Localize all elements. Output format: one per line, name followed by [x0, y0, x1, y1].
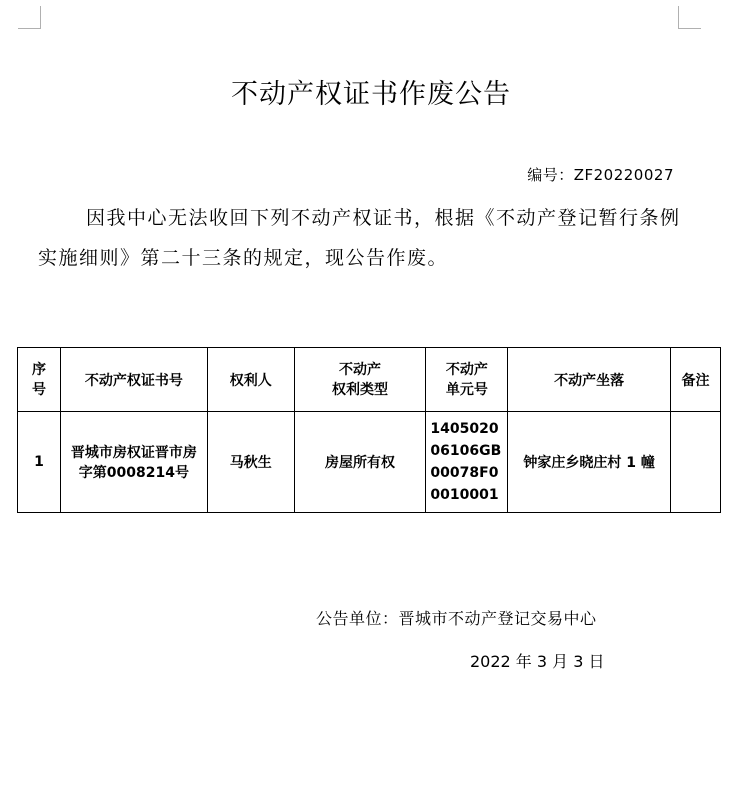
table-row: [18, 412, 721, 513]
header-unit-no: [426, 348, 508, 412]
header-remarks: 备注: [671, 348, 721, 412]
issue-date: 2022 年 3 月 3 日: [470, 652, 605, 671]
cell-location: 钟家庄乡晓庄村 1 幢: [508, 412, 671, 513]
page-title: 不动产权证书作废公告: [231, 79, 511, 110]
crop-mark-top-right: [678, 6, 701, 29]
cell-unit-no: 140502006106GB00078F00010001: [426, 412, 508, 513]
header-location: 不动产坐落: [508, 348, 671, 412]
header-right-type-line2: 权利类型: [332, 381, 389, 398]
issuing-organization: 公告单位：晋城市不动产登记交易中心: [316, 609, 597, 628]
crop-mark-top-left: [18, 6, 41, 29]
cell-owner: 马秋生: [207, 412, 294, 513]
header-owner: 权利人: [207, 348, 294, 412]
notice-paragraph: 因我中心无法收回下列不动产权证书，根据《不动产登记暂行条例实施细则》第二十三条的规定，现公告作废。: [38, 207, 681, 269]
header-seq-line1: 序: [31, 361, 46, 378]
header-unit-no-line2: 单元号: [445, 381, 488, 398]
document-number: 编号：ZF20220027: [527, 166, 674, 184]
header-seq-line2: 号: [31, 381, 46, 398]
header-right-type-line1: 不动产: [339, 361, 382, 378]
header-cert-no: 不动产权证书号: [60, 348, 207, 412]
cancelled-certificates-table: [17, 347, 721, 513]
cell-cert-no: 晋城市房权证晋市房字第0008214号: [60, 412, 207, 513]
cell-right-type: 房屋所有权: [294, 412, 426, 513]
table-header-row: [18, 348, 721, 412]
header-seq: [18, 348, 61, 412]
header-right-type: [294, 348, 426, 412]
cell-seq: 1: [18, 412, 61, 513]
header-unit-no-line1: 不动产: [445, 361, 488, 378]
cell-remarks: [671, 412, 721, 513]
